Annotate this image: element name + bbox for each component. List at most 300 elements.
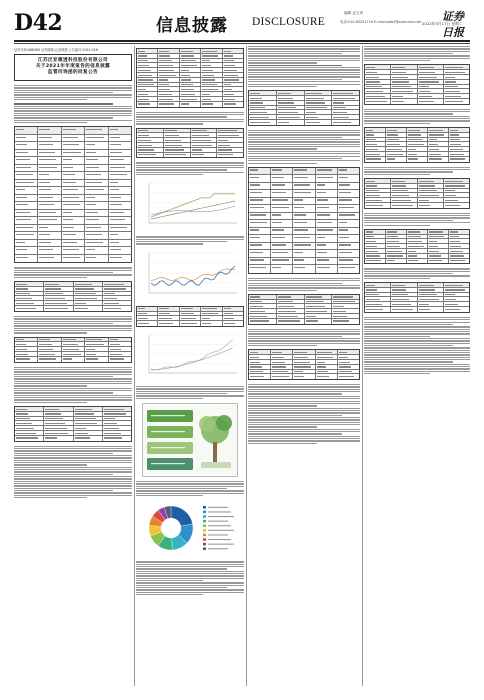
table-cell	[428, 244, 449, 248]
table-cell	[277, 101, 305, 105]
table-cell	[444, 70, 469, 74]
table-cell	[38, 338, 61, 342]
table-cell	[44, 287, 73, 291]
table-cell	[407, 152, 428, 156]
table-cell	[332, 304, 359, 308]
table-row	[15, 187, 131, 195]
table-row	[15, 180, 131, 188]
table-row	[249, 319, 359, 324]
table-cell	[74, 426, 103, 430]
table-cell	[180, 102, 201, 107]
data-table	[14, 406, 132, 442]
table-cell	[386, 142, 407, 146]
table-cell	[444, 193, 469, 197]
table-cell	[249, 300, 277, 304]
table-cell	[109, 150, 131, 157]
table-cell	[338, 360, 359, 364]
table-row	[15, 240, 131, 248]
body-paragraph	[364, 46, 470, 61]
table-cell	[103, 282, 131, 286]
table-cell	[85, 142, 108, 149]
table-cell	[365, 152, 386, 156]
table-cell	[407, 244, 428, 248]
table-cell	[305, 295, 333, 299]
table-cell	[38, 357, 61, 362]
table-cell	[62, 135, 85, 142]
table-cell	[85, 150, 108, 157]
table-cell	[223, 312, 243, 316]
table-cell	[158, 83, 179, 87]
table-cell	[85, 225, 108, 232]
table-cell	[305, 91, 333, 95]
column-2	[136, 46, 244, 686]
table-cell	[386, 152, 407, 156]
table-cell	[332, 319, 359, 324]
table-cell	[44, 306, 73, 311]
body-paragraph	[136, 112, 244, 125]
series-line	[151, 348, 233, 370]
table-cell	[418, 94, 444, 98]
table-cell	[223, 83, 243, 87]
table-cell	[271, 360, 293, 364]
table-cell	[74, 431, 103, 435]
table-cell	[223, 307, 243, 311]
table-cell	[407, 259, 428, 264]
announcement-title-line: 江苏泛亚微透科技股份有限公司	[38, 58, 108, 63]
table-cell	[338, 365, 359, 369]
legend-text	[208, 535, 228, 536]
table-cell	[137, 78, 158, 82]
table-cell	[38, 347, 61, 351]
table-cell	[391, 198, 417, 202]
table-row	[249, 243, 359, 251]
table-cell	[164, 148, 191, 152]
table-cell	[365, 99, 391, 104]
table-cell	[418, 193, 444, 197]
table-cell	[391, 302, 417, 306]
table-cell	[332, 295, 359, 299]
table-cell	[15, 172, 38, 179]
table-cell	[103, 292, 131, 296]
legend-swatch	[203, 548, 206, 551]
table-cell	[201, 321, 222, 326]
table-cell	[158, 78, 179, 82]
body-paragraph	[136, 386, 244, 399]
table-row	[15, 172, 131, 180]
table-row	[15, 306, 131, 311]
table-cell	[15, 412, 44, 416]
body-paragraph	[364, 213, 470, 226]
table-cell	[201, 68, 222, 72]
table-cell	[365, 230, 386, 234]
table-cell	[338, 175, 359, 182]
table-cell	[407, 235, 428, 239]
table-cell	[449, 244, 469, 248]
table-cell	[158, 312, 179, 316]
table-cell	[85, 338, 108, 342]
table-cell	[44, 431, 73, 435]
table-row	[365, 99, 469, 104]
table-cell	[277, 91, 305, 95]
table-cell	[271, 235, 293, 242]
table-row	[15, 142, 131, 150]
legend-text	[208, 539, 231, 540]
table-cell	[271, 168, 293, 175]
table-cell	[15, 296, 44, 300]
pie-slice	[171, 506, 193, 526]
table-row	[365, 157, 469, 162]
table-cell	[338, 235, 359, 242]
table-cell	[444, 203, 469, 208]
table-cell	[316, 365, 338, 369]
table-cell	[386, 239, 407, 243]
page-number: D42	[14, 10, 63, 36]
table-cell	[249, 168, 271, 175]
table-cell	[109, 217, 131, 224]
table-cell	[180, 307, 201, 311]
table-cell	[365, 297, 391, 301]
table-cell	[15, 157, 38, 164]
flow-box-text	[151, 415, 185, 416]
table-cell	[180, 54, 201, 58]
table-cell	[391, 293, 417, 297]
table-cell	[391, 80, 417, 84]
table-cell	[428, 230, 449, 234]
table-cell	[223, 59, 243, 63]
table-cell	[158, 54, 179, 58]
table-cell	[386, 235, 407, 239]
table-cell	[305, 314, 333, 318]
section-title-en: DISCLOSURE	[252, 16, 325, 28]
table-cell	[365, 94, 391, 98]
table-cell	[191, 138, 218, 142]
table-cell	[201, 59, 222, 63]
legend-swatch	[203, 534, 206, 537]
table-cell	[305, 110, 333, 114]
table-cell	[365, 203, 391, 208]
table-cell	[293, 265, 315, 273]
body-paragraph	[364, 109, 470, 124]
table-cell	[15, 210, 38, 217]
table-cell	[444, 99, 469, 104]
table-row	[15, 150, 131, 158]
table-cell	[44, 417, 73, 421]
table-row	[137, 321, 243, 326]
table-cell	[15, 287, 44, 291]
table-cell	[217, 138, 243, 142]
table-cell	[109, 247, 131, 254]
table-cell	[15, 232, 38, 239]
table-cell	[15, 135, 38, 142]
table-row	[15, 232, 131, 240]
table-cell	[249, 235, 271, 242]
table-cell	[316, 168, 338, 175]
table-cell	[85, 255, 108, 263]
issue-date: 2022年5月17日 星期二	[422, 21, 463, 26]
table-cell	[365, 80, 391, 84]
table-cell	[277, 96, 305, 100]
table-cell	[418, 288, 444, 292]
table-row	[15, 202, 131, 210]
table-cell	[449, 138, 469, 142]
table-cell	[85, 240, 108, 247]
table-cell	[428, 128, 449, 132]
table-cell	[249, 355, 271, 359]
table-cell	[407, 249, 428, 253]
table-cell	[201, 54, 222, 58]
table-cell	[62, 338, 85, 342]
table-cell	[109, 127, 131, 134]
table-cell	[418, 297, 444, 301]
legend-text	[208, 544, 234, 545]
table-cell	[191, 148, 218, 152]
table-cell	[38, 202, 61, 209]
table-cell	[293, 350, 315, 354]
table-cell	[277, 110, 305, 114]
table-cell	[444, 89, 469, 93]
table-cell	[305, 304, 333, 308]
table-cell	[444, 184, 469, 188]
table-cell	[223, 102, 243, 107]
table-cell	[74, 436, 103, 441]
table-cell	[277, 300, 305, 304]
table-cell	[137, 143, 164, 147]
series-line	[151, 266, 235, 285]
table-cell	[365, 244, 386, 248]
table-cell	[316, 213, 338, 220]
series-line	[151, 201, 235, 219]
table-cell	[38, 217, 61, 224]
table-cell	[201, 87, 222, 91]
table-cell	[338, 198, 359, 205]
table-cell	[365, 302, 391, 306]
table-cell	[271, 243, 293, 250]
table-cell	[305, 300, 333, 304]
table-cell	[293, 213, 315, 220]
table-cell	[249, 370, 271, 374]
tree-canopy	[216, 415, 232, 431]
business-flow-figure	[142, 403, 238, 477]
data-table	[136, 128, 244, 159]
table-cell	[271, 220, 293, 227]
table-cell	[418, 293, 444, 297]
table-cell	[293, 360, 315, 364]
table-cell	[137, 54, 158, 58]
table-cell	[449, 157, 469, 162]
table-cell	[305, 106, 333, 110]
table-cell	[191, 129, 218, 133]
table-cell	[293, 355, 315, 359]
table-cell	[365, 70, 391, 74]
table-cell	[85, 342, 108, 346]
table-cell	[365, 288, 391, 292]
line-chart-2	[141, 249, 239, 301]
table-cell	[109, 255, 131, 263]
table-cell	[271, 355, 293, 359]
legend-text	[208, 507, 228, 508]
table-cell	[103, 306, 131, 311]
legend-swatch	[203, 506, 206, 509]
table-cell	[191, 153, 218, 158]
table-cell	[444, 179, 469, 183]
table-cell	[137, 83, 158, 87]
data-table	[248, 90, 360, 126]
body-paragraph	[136, 561, 244, 595]
table-cell	[109, 172, 131, 179]
table-cell	[386, 138, 407, 142]
legend-text	[208, 530, 234, 531]
table-cell	[249, 250, 271, 257]
table-cell	[249, 295, 277, 299]
table-cell	[277, 115, 305, 119]
table-cell	[74, 412, 103, 416]
table-cell	[444, 75, 469, 79]
table-cell	[316, 235, 338, 242]
table-cell	[249, 319, 277, 324]
announcement-title-line: 监管问询函的回复公告	[48, 70, 98, 75]
newspaper-masthead: 证券日报	[442, 10, 464, 39]
body-paragraph	[14, 103, 132, 123]
body-paragraph	[14, 267, 132, 278]
table-cell	[217, 129, 243, 133]
table-cell	[407, 254, 428, 258]
table-cell	[338, 374, 359, 379]
table-cell	[271, 190, 293, 197]
table-cell	[332, 115, 359, 119]
table-cell	[109, 187, 131, 194]
table-cell	[418, 307, 444, 312]
table-cell	[249, 265, 271, 273]
table-cell	[201, 83, 222, 87]
table-cell	[109, 338, 131, 342]
table-cell	[365, 142, 386, 146]
table-cell	[38, 247, 61, 254]
table-cell	[85, 232, 108, 239]
table-cell	[407, 133, 428, 137]
body-paragraph	[248, 384, 360, 444]
table-cell	[38, 232, 61, 239]
table-cell	[44, 436, 73, 441]
table-row	[249, 213, 359, 221]
table-cell	[277, 319, 305, 324]
security-code-line: 证券代码:688386 证券简称:泛亚微透 公告编号:2022-026	[14, 48, 98, 52]
table-cell	[391, 65, 417, 69]
table-cell	[418, 184, 444, 188]
table-cell	[85, 157, 108, 164]
table-cell	[305, 319, 333, 324]
table-cell	[109, 135, 131, 142]
table-cell	[449, 152, 469, 156]
table-cell	[365, 85, 391, 89]
table-cell	[109, 165, 131, 172]
table-cell	[164, 153, 191, 158]
table-cell	[85, 210, 108, 217]
legend-swatch	[203, 515, 206, 518]
table-cell	[137, 49, 158, 53]
table-cell	[103, 436, 131, 441]
table-cell	[418, 198, 444, 202]
table-cell	[137, 87, 158, 91]
table-row	[15, 165, 131, 173]
table-cell	[44, 407, 73, 411]
table-cell	[449, 254, 469, 258]
table-cell	[223, 54, 243, 58]
table-cell	[338, 265, 359, 273]
table-cell	[428, 142, 449, 146]
table-cell	[391, 70, 417, 74]
series-line	[151, 269, 235, 281]
table-cell	[249, 314, 277, 318]
table-cell	[103, 426, 131, 430]
line-chart-3	[141, 331, 239, 381]
table-row	[15, 157, 131, 165]
table-cell	[418, 85, 444, 89]
table-row	[249, 250, 359, 258]
table-cell	[338, 228, 359, 235]
table-cell	[249, 91, 277, 95]
table-cell	[418, 65, 444, 69]
table-cell	[137, 312, 158, 316]
table-cell	[158, 97, 179, 101]
table-row	[15, 135, 131, 143]
table-cell	[418, 89, 444, 93]
table-cell	[338, 350, 359, 354]
table-cell	[249, 205, 271, 212]
table-cell	[365, 239, 386, 243]
table-cell	[62, 225, 85, 232]
table-cell	[15, 306, 44, 311]
data-table	[364, 282, 470, 313]
table-cell	[338, 213, 359, 220]
table-cell	[109, 232, 131, 239]
body-paragraph	[14, 85, 132, 100]
table-cell	[386, 244, 407, 248]
table-cell	[418, 189, 444, 193]
table-cell	[201, 63, 222, 67]
table-cell	[85, 195, 108, 202]
table-cell	[137, 102, 158, 107]
table-cell	[449, 230, 469, 234]
table-cell	[62, 202, 85, 209]
table-cell	[316, 360, 338, 364]
table-cell	[15, 180, 38, 187]
table-cell	[365, 254, 386, 258]
column-divider	[134, 46, 135, 686]
table-cell	[201, 97, 222, 101]
column-3	[248, 46, 360, 686]
table-cell	[158, 87, 179, 91]
table-cell	[316, 183, 338, 190]
table-cell	[62, 142, 85, 149]
table-cell	[180, 59, 201, 63]
table-cell	[44, 296, 73, 300]
table-cell	[249, 374, 271, 379]
column-1	[14, 46, 132, 686]
table-cell	[109, 347, 131, 351]
table-row	[249, 205, 359, 213]
table-cell	[444, 297, 469, 301]
table-cell	[201, 102, 222, 107]
table-cell	[15, 436, 44, 441]
page-header	[14, 8, 470, 38]
table-cell	[386, 147, 407, 151]
flow-box-text	[151, 463, 185, 464]
table-cell	[109, 180, 131, 187]
table-cell	[249, 350, 271, 354]
table-cell	[201, 92, 222, 96]
table-cell	[444, 293, 469, 297]
table-cell	[338, 243, 359, 250]
